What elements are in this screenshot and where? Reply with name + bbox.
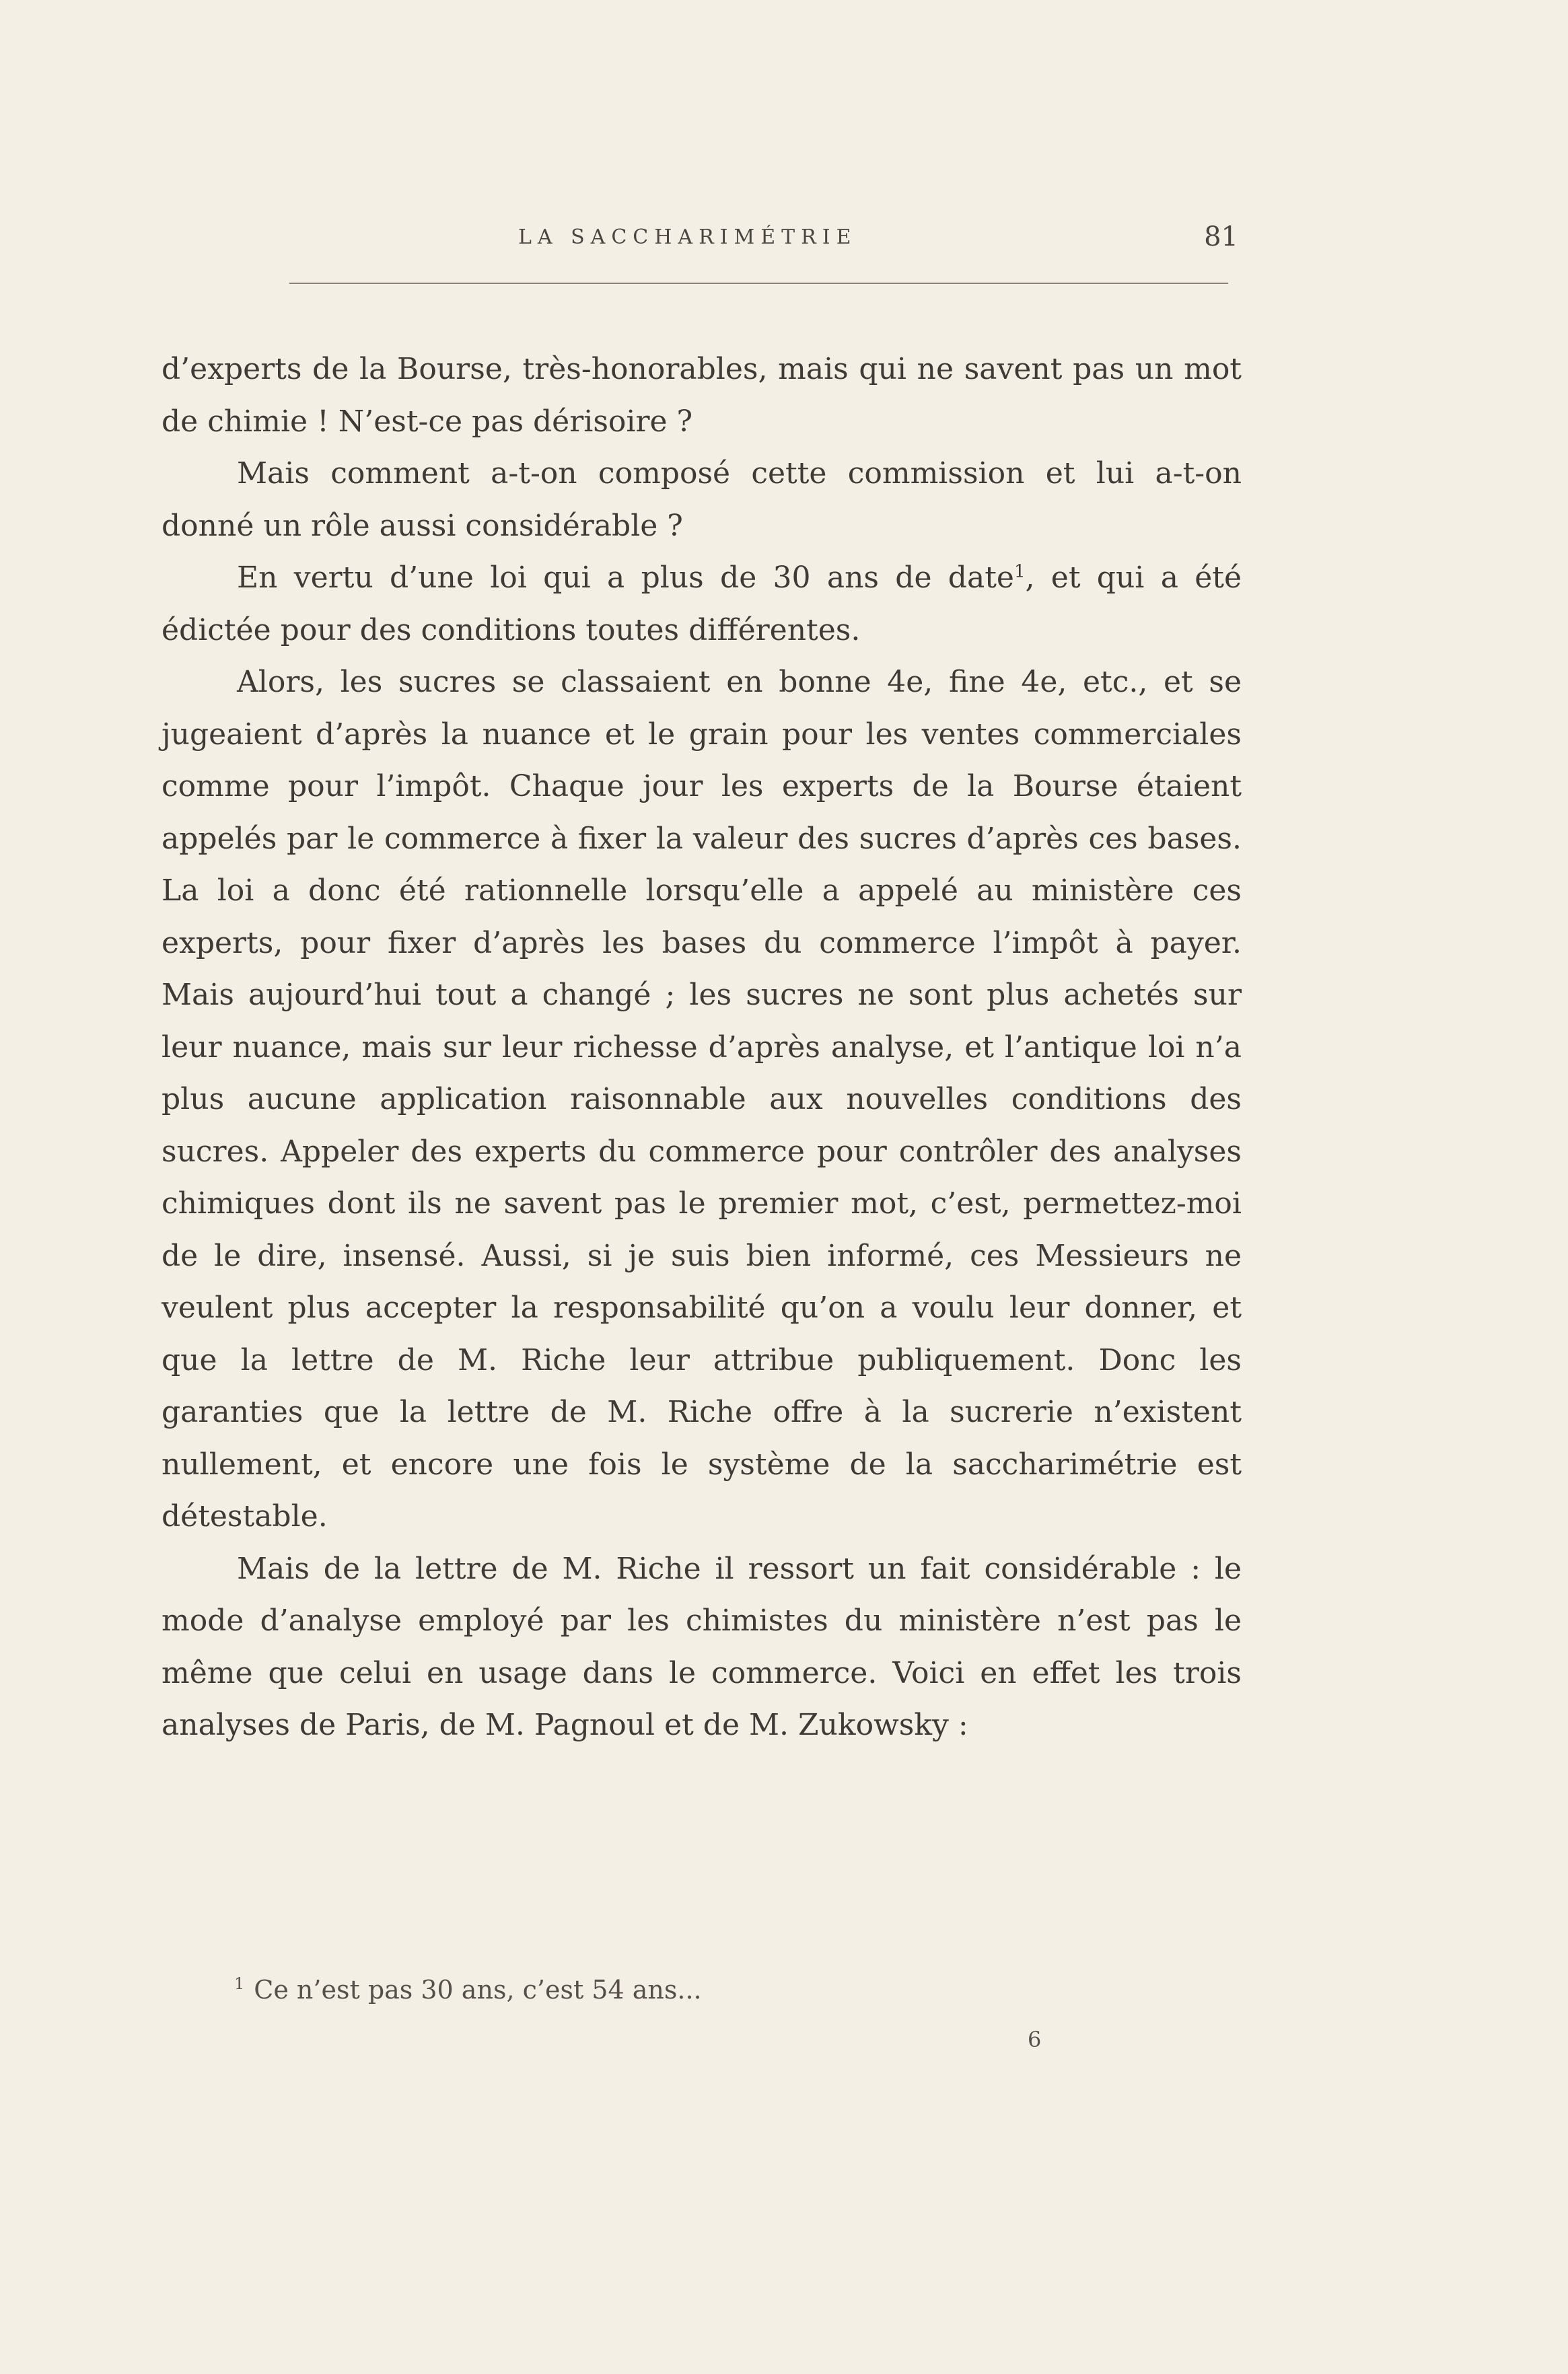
- footnote-marker: 1: [234, 1974, 245, 1994]
- page-number: 81: [1204, 221, 1238, 252]
- running-head: [162, 221, 1238, 266]
- footnote-reference: 1: [1013, 561, 1026, 582]
- paragraph-4: Alors, les sucres se classaient en bonne 4e, fine 4e, etc., et se jugeaient d’après la nuance et le grain pour les ventes commerciales comme pour l’impôt. Chaque jour les experts de la Bourse étaient appelés par le commerce à fixer la valeur des sucres d’après ces bases. La loi a donc été rationnelle lorsqu’elle a appelé au ministère ces experts, pour fixer d’après les bases du commerce l’impôt à payer. Mais aujourd’hui tout a changé ; les sucres ne sont plus achetés sur leur nuance, mais sur leur richesse d’après analyse, et l’antique loi n’a plus aucune application raisonnable aux nouvelles conditions des sucres. Appeler des experts du commerce pour contrôler des analyses chimiques dont ils ne savent pas le premier mot, c’est, permettez-moi de le dire, insensé. Aussi, si je suis bien informé, ces Messieurs ne veulent plus accepter la responsabilité qu’on a voulu leur donner, et que la lettre de M. Riche leur attribue publiquement. Donc les garanties que la lettre de M. Riche offre à la sucrerie n’existent nullement, et encore une fois le système de la saccharimétrie est détestable.: [162, 665, 1242, 1534]
- header-rule: [289, 283, 1228, 284]
- body-text: [162, 343, 1242, 1752]
- paragraph-1: d’experts de la Bourse, très-honorables, mais qui ne savent pas un mot de chimie ! N’est-ce pas dérisoire ?: [162, 352, 1242, 439]
- footnote-text: Ce n’est pas 30 ans, c’est 54 ans...: [254, 1975, 702, 2005]
- paragraph-3: En vertu d’une loi qui a plus de 30 ans de date$^1$, et qui a été édictée pour des conditions toutes différentes.: [162, 561, 1242, 647]
- paragraph-2: Mais comment a-t-on composé cette commission et lui a-t-on donné un rôle aussi considérable ?: [162, 456, 1242, 543]
- paragraph-5: Mais de la lettre de M. Riche il ressort un fait considérable : le mode d’analyse employé par les chimistes du ministère n’est pas le même que celui en usage dans le commerce. Voici en effet les trois analyses de Paris, de M. Pagnoul et de M. Zukowsky :: [162, 1551, 1242, 1742]
- footnote: [234, 1975, 702, 2005]
- running-title: LA SACCHARIMÉTRIE: [518, 225, 857, 249]
- signature-mark: 6: [1028, 2027, 1042, 2052]
